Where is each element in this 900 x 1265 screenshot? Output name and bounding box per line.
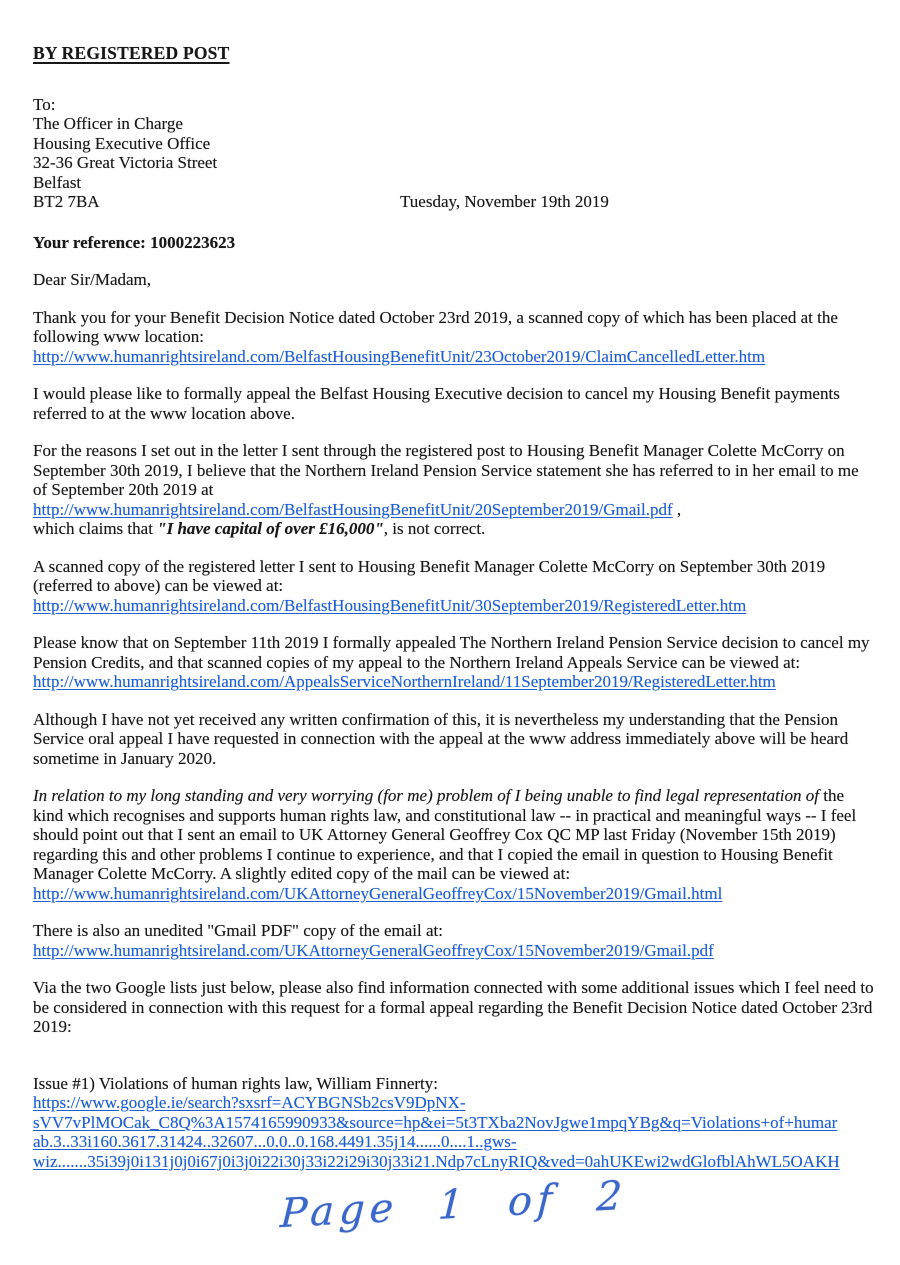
recipient-line: The Officer in Charge xyxy=(33,114,183,133)
recipient-address-block xyxy=(33,95,874,212)
paragraph-formal-appeal: I would please like to formally appeal the Belfast Housing Executive decision to cancel my Housing Benefit payments referred to at the www location above. xyxy=(33,384,840,423)
google-search-link-block xyxy=(33,1093,874,1171)
paragraph-text: Please know that on September 11th 2019 I formally appealed The Northern Ireland Pension Service decision to cancel my Pension Credits, and that scanned copies of my appeal to the Northern Ireland Appeals Service can be viewed at: xyxy=(33,633,870,672)
link-attorney-general-gmail-html[interactable]: http://www.humanrightsireland.com/UKAttorneyGeneralGeoffreyCox/15November2019/Gmail.html xyxy=(33,883,723,903)
recipient-line: Housing Executive Office xyxy=(33,133,211,153)
link-attorney-general-gmail-pdf[interactable]: http://www.humanrightsireland.com/UKAttorneyGeneralGeoffreyCox/15November2019/Gmail.pdf xyxy=(33,940,714,960)
paragraph-text: Thank you for your Benefit Decision Notice dated October 23rd 2019, a scanned copy of which has been placed at the following www location: xyxy=(33,307,838,346)
recipient-line: Belfast xyxy=(33,172,82,192)
delivery-method-heading: BY REGISTERED POST xyxy=(33,43,230,63)
quote-suffix: , is not correct. xyxy=(383,519,486,538)
paragraph-unedited-gmail-pdf xyxy=(33,921,874,960)
paragraph-legal-representation xyxy=(33,786,874,903)
link-registered-letter-30september[interactable]: http://www.humanrightsireland.com/BelfastHousingBenefitUnit/30September2019/RegisteredLetter.htm xyxy=(33,595,747,615)
quote-prefix: which claims that xyxy=(33,519,158,538)
link-google-search-line-4[interactable]: wiz.......35i39j0i131j0j0i67j0i3j0i22i30j33i22i29i30j33i21.Ndp7cLnyRIQ&ved=0ahUKEwi2wdGlofblAhWL5OAKH xyxy=(33,1151,840,1171)
paragraph-text: For the reasons I set out in the letter I sent through the registered post to Housing Benefit Manager Colette McCorry on September 30th 2019, I believe that the Northern Ireland Pension Service statement she has referred to in her email to me of September 20th 2019 at xyxy=(33,441,859,499)
reference-number: Your reference: 1000223623 xyxy=(33,232,236,252)
claim-quote-line xyxy=(33,519,874,539)
capital-claim-quote: "I have capital of over £16,000" xyxy=(157,519,384,538)
paragraph-benefit-decision-notice xyxy=(33,308,874,367)
issue-1-heading: Issue #1) Violations of human rights law, William Finnerty: xyxy=(33,1073,438,1093)
paragraph-text: A scanned copy of the registered letter I sent to Housing Benefit Manager Colette McCorry on September 30th 2019 (referred to above) can be viewed at: xyxy=(33,556,826,595)
paragraph-text: There is also an unedited "Gmail PDF" copy of the email at: xyxy=(33,921,443,940)
link-trailing-comma: , xyxy=(672,499,682,519)
paragraph-scanned-registered-letter xyxy=(33,557,874,616)
link-gmail-pdf-september[interactable]: http://www.humanrightsireland.com/BelfastHousingBenefitUnit/20September2019/Gmail.pdf xyxy=(33,499,673,519)
link-google-search-line-2[interactable]: sVV7vPlMOCak_C8Q%3A1574165990933&source=hp&ei=5t3TXba2NovJgwe1mpqYBg&q=Violations+of+humar xyxy=(33,1112,838,1132)
paragraph-reasons xyxy=(33,441,874,539)
link-google-search-line-1[interactable]: https://www.google.ie/search?sxsrf=ACYBGNSb2csV9DpNX- xyxy=(33,1093,466,1112)
recipient-line: To: xyxy=(33,94,56,114)
letter-date: Tuesday, November 19th 2019 xyxy=(400,192,609,211)
handwritten-page-note: Page 1 of 2 xyxy=(279,1172,629,1238)
paragraph-oral-appeal: Although I have not yet received any written confirmation of this, it is nevertheless my understanding that the Pension Service oral appeal I have requested in connection with the appeal at the www address immediately above will be heard sometime in January 2020. xyxy=(33,709,849,768)
link-claim-cancelled-letter[interactable]: http://www.humanrightsireland.com/BelfastHousingBenefitUnit/23October2019/ClaimCancelledLetter.htm xyxy=(33,346,766,366)
italic-lead-text: In relation to my long standing and very worrying (for me) problem of I being unable to find legal representation of xyxy=(33,786,819,805)
paragraph-text: the kind which recognises and supports human rights law, and constitutional law -- in practical and meaningful ways -- I feel should point out that I sent an email to UK Attorney General Geoffrey Cox QC MP last Friday (November 15th 2019) regarding this and other problems I continue to experience, and that I copied the email in question to Housing Benefit Manager Colette McCorry. A slightly edited copy of the mail can be viewed at: xyxy=(33,786,857,883)
paragraph-pension-appeal xyxy=(33,633,874,692)
recipient-line: 32-36 Great Victoria Street xyxy=(33,153,218,172)
link-google-search-line-3[interactable]: ab.3..33i160.3617.31424..32607...0.0..0.168.4491.35j14......0....1..gws- xyxy=(33,1132,517,1151)
paragraph-google-lists-intro: Via the two Google lists just below, please also find information connected with some additional issues which I feel need to be considered in connection with this request for a formal appeal regarding the Benefit Decision Notice dated October 23rd 2019: xyxy=(33,978,874,1036)
salutation: Dear Sir/Madam, xyxy=(33,270,152,289)
recipient-postcode: BT2 7BA xyxy=(33,192,100,211)
recipient-postcode-line xyxy=(33,192,874,212)
link-registered-letter-11september[interactable]: http://www.humanrightsireland.com/AppealsServiceNorthernIreland/11September2019/RegisteredLetter.htm xyxy=(33,672,776,691)
